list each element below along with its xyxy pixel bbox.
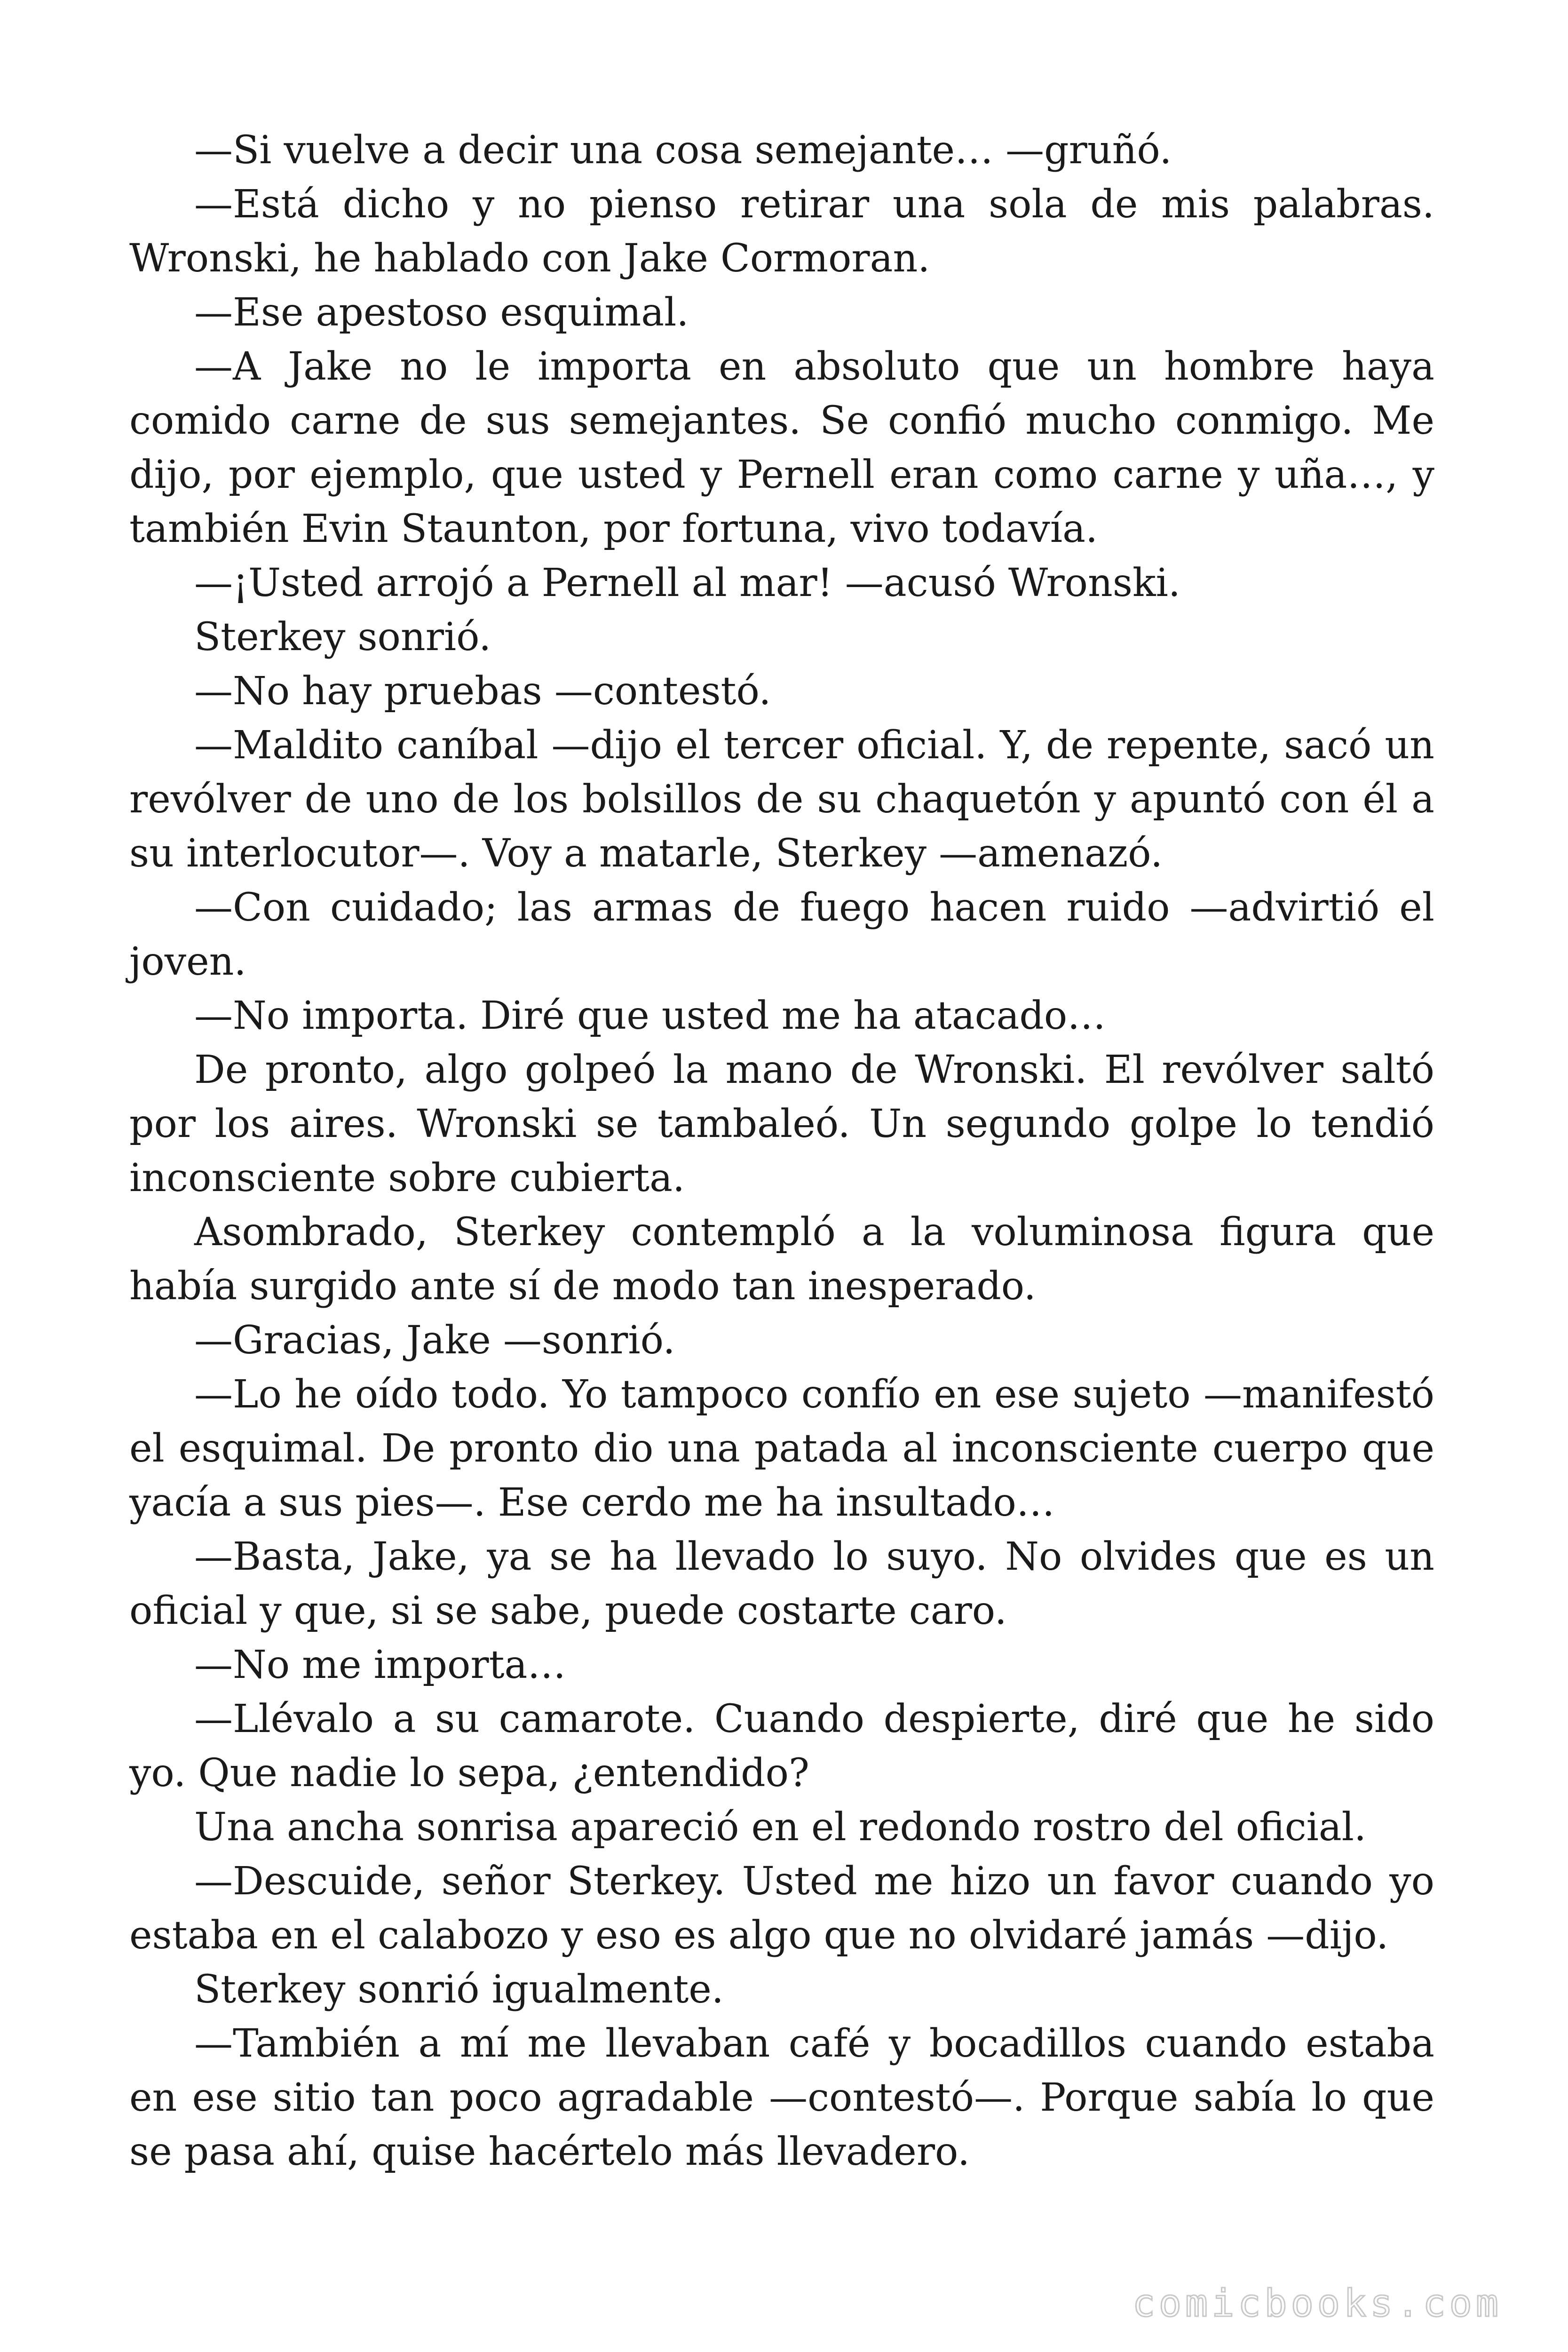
paragraph: —Con cuidado; las armas de fuego hacen ruido —advirtió el joven. [129, 885, 1434, 984]
paragraph: Sterkey sonrió. [194, 615, 491, 660]
paragraph: —No hay pruebas —contestó. [194, 669, 771, 714]
paragraph: —Gracias, Jake —sonrió. [194, 1318, 675, 1363]
paragraph: Asombrado, Sterkey contempló a la voluminosa figura que había surgido ante sí de modo tan inesperado. [129, 1210, 1434, 1309]
paragraph: —Descuide, señor Sterkey. Usted me hizo un favor cuando yo estaba en el calabozo y eso es algo que no olvidaré jamás —dijo. [129, 1859, 1434, 1958]
paragraph: —Está dicho y no pienso retirar una sola de mis palabras. Wronski, he hablado con Jake Cormoran. [129, 182, 1434, 281]
paragraph: De pronto, algo golpeó la mano de Wronski. El revólver saltó por los aires. Wronski se tambaleó. Un segundo golpe lo tendió inconsciente sobre cubierta. [129, 1048, 1434, 1200]
paragraph: —Maldito caníbal —dijo el tercer oficial. Y, de repente, sacó un revólver de uno de los bolsillos de su chaquetón y apuntó con él a su interlocutor—. Voy a matarle, Sterkey —amenazó. [129, 723, 1434, 876]
paragraph: —Llévalo a su camarote. Cuando despierte, diré que he sido yo. Que nadie lo sepa, ¿entendido? [129, 1697, 1434, 1796]
body-text [129, 123, 1434, 2179]
paragraph: Sterkey sonrió igualmente. [194, 1967, 724, 2012]
paragraph: Una ancha sonrisa apareció en el redondo rostro del oficial. [194, 1805, 1367, 1850]
paragraph: —¡Usted arrojó a Pernell al mar! —acusó Wronski. [194, 561, 1180, 605]
paragraph: —A Jake no le importa en absoluto que un hombre haya comido carne de sus semejantes. Se confió mucho conmigo. Me dijo, por ejemplo, que usted y Pernell eran como carne y uña…, y también Evin Staunton, por fortuna, vivo todavía. [129, 344, 1434, 551]
paragraph: —No me importa… [194, 1643, 566, 1687]
paragraph: —Ese apestoso esquimal. [194, 290, 689, 335]
paragraph: —Si vuelve a decir una cosa semejante… —gruñó. [194, 128, 1172, 173]
paragraph: —No importa. Diré que usted me ha atacado… [194, 993, 1106, 1038]
paragraph: —Basta, Jake, ya se ha llevado lo suyo. No olvides que es un oficial y que, si se sabe, puede costarte caro. [129, 1534, 1434, 1633]
paragraph: —También a mí me llevaban café y bocadillos cuando estaba en ese sitio tan poco agradable —contestó—. Porque sabía lo que se pasa ahí, quise hacértelo más llevadero. [129, 2021, 1434, 2174]
watermark: comicbooks.com [1132, 2281, 1502, 2325]
paragraph: —Lo he oído todo. Yo tampoco confío en ese sujeto —manifestó el esquimal. De pronto dio una patada al inconsciente cuerpo que yacía a sus pies—. Ese cerdo me ha insultado… [129, 1372, 1434, 1525]
